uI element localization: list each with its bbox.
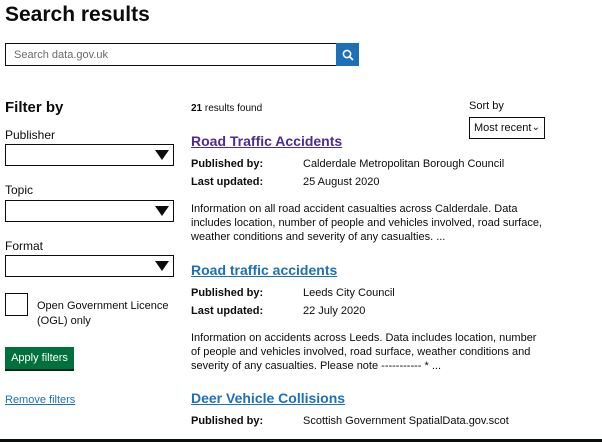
result-title-link[interactable]: Road Traffic Accidents — [191, 133, 343, 149]
published-by-value: Leeds City Council — [303, 287, 395, 299]
results-count-number: 21 — [191, 103, 203, 114]
last-updated-value: 22 July 2020 — [303, 305, 366, 317]
result-item — [191, 133, 551, 244]
result-description: Information on all road accident casualties across Calderdale. Data includes location, number of people and vehicles involved, road surface, weather conditions and severity of any casualties. ... — [191, 203, 542, 243]
ogl-checkbox[interactable] — [5, 293, 28, 316]
published-by-label: Published by: — [191, 415, 264, 427]
results-count — [191, 103, 262, 114]
last-updated-label: Last updated: — [191, 305, 264, 317]
remove-filters-link[interactable]: Remove filters — [5, 394, 76, 406]
dropdown-arrow-icon — [155, 206, 169, 216]
result-title-link[interactable]: Deer Vehicle Collisions — [191, 390, 346, 406]
sort-label: Sort by — [469, 100, 504, 112]
published-by-value: Calderdale Metropolitan Borough Council — [303, 158, 505, 170]
search-button[interactable] — [336, 43, 359, 66]
search-icon — [342, 49, 354, 61]
result-description: Information on accidents across Leeds. Data includes location, number of people and vehicles involved, road surface, weather conditions and severity of any casualties. Please note ----------- * ... — [191, 332, 537, 372]
topic-label: Topic — [5, 183, 34, 197]
sort-select-value: Most recent — [474, 122, 532, 134]
chevron-down-icon: ⌄ — [531, 122, 540, 133]
last-updated-value: 25 August 2020 — [303, 176, 380, 188]
results-count-text: results found — [202, 103, 263, 114]
result-publisher-row — [191, 158, 551, 176]
search-bar — [5, 43, 359, 66]
publisher-label: Publisher — [5, 128, 56, 142]
result-item — [191, 262, 551, 373]
apply-filters-button[interactable]: Apply filters — [5, 347, 74, 369]
result-title-link[interactable]: Road traffic accidents — [191, 262, 338, 278]
result-item — [191, 390, 551, 433]
filter-heading: Filter by — [5, 99, 64, 116]
dropdown-arrow-icon — [155, 150, 169, 160]
topic-select[interactable] — [5, 200, 174, 222]
published-by-value: Scottish Government SpatialData.gov.scot — [303, 415, 509, 427]
published-by-label: Published by: — [191, 287, 264, 299]
publisher-select[interactable] — [5, 144, 174, 166]
result-publisher-row — [191, 415, 551, 433]
result-updated-row — [191, 176, 551, 194]
published-by-label: Published by: — [191, 158, 264, 170]
last-updated-label: Last updated: — [191, 176, 264, 188]
dropdown-arrow-icon — [155, 261, 169, 271]
search-input[interactable] — [5, 43, 336, 66]
format-label: Format — [5, 239, 44, 253]
page-title: Search results — [5, 3, 150, 26]
result-publisher-row — [191, 287, 551, 305]
ogl-checkbox-label: Open Government Licence (OGL) only — [37, 300, 169, 327]
result-updated-row — [191, 305, 551, 323]
format-select[interactable] — [5, 255, 174, 277]
